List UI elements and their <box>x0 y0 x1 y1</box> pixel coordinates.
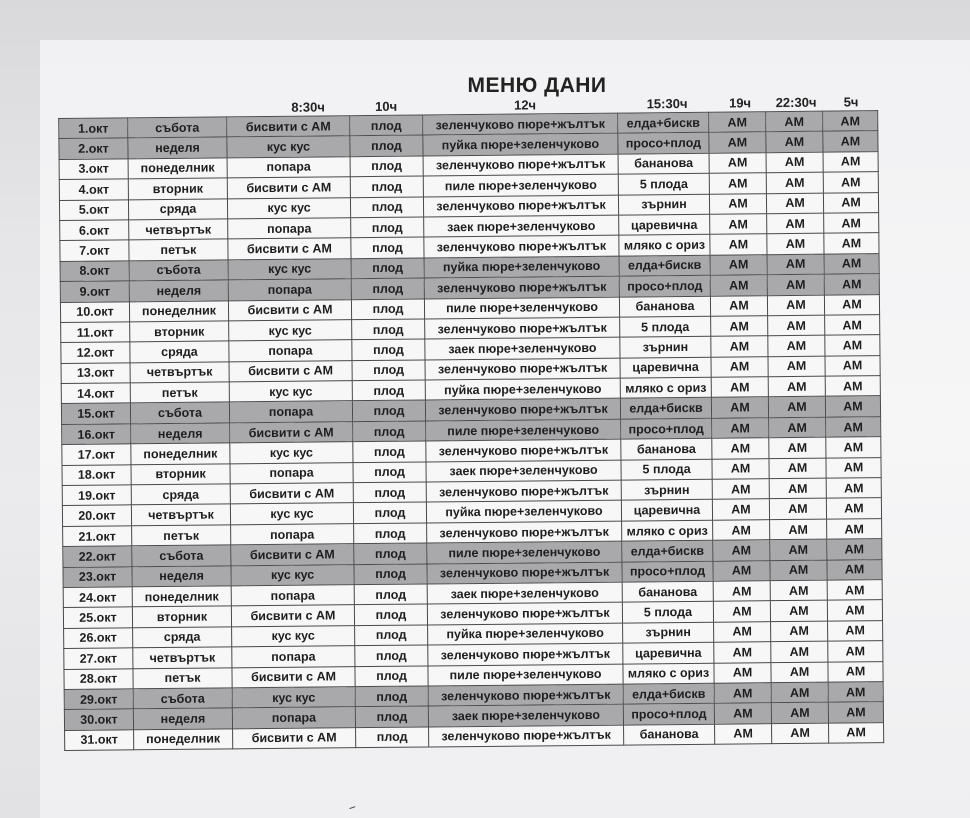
snack-1530-cell: елда+бискв <box>623 683 714 704</box>
feed-19-cell: АМ <box>710 254 767 275</box>
snack-1530-cell: просо+плод <box>621 418 712 439</box>
snack-1530-cell: бананова <box>624 724 715 745</box>
lunch-12-cell: зеленчуково пюре+жълтък <box>428 684 623 706</box>
time-header-5: 5ч <box>843 94 859 110</box>
breakfast-830-cell: попара <box>232 646 355 668</box>
feed-19-cell: АМ <box>714 683 771 704</box>
feed-5-cell: АМ <box>823 172 878 193</box>
date-cell: 24.окт <box>63 587 132 608</box>
feed-5-cell: АМ <box>827 600 882 621</box>
snack-10-cell: плод <box>355 706 428 727</box>
day-cell: неделя <box>131 423 230 444</box>
feed-2230-cell: АМ <box>770 539 827 560</box>
snack-10-cell: плод <box>353 441 426 462</box>
breakfast-830-cell: кус кус <box>228 258 351 280</box>
breakfast-830-cell: бисвити с АМ <box>229 360 352 382</box>
breakfast-830-cell: кус кус <box>227 197 350 219</box>
feed-5-cell: АМ <box>823 151 878 172</box>
snack-1530-cell: 5 плода <box>622 602 713 623</box>
feed-2230-cell: АМ <box>767 274 824 295</box>
snack-1530-cell: мляко с ориз <box>623 663 714 684</box>
lunch-12-cell: пуйка пюре+зеленчуково <box>426 501 621 523</box>
snack-1530-cell: царевична <box>623 642 714 663</box>
lunch-12-cell: заек пюре+зеленчуково <box>428 704 623 726</box>
snack-10-cell: плод <box>350 176 423 197</box>
snack-10-cell: плод <box>352 400 425 421</box>
feed-5-cell: АМ <box>827 539 882 560</box>
snack-10-cell: плод <box>354 523 427 544</box>
snack-10-cell: плод <box>355 666 428 687</box>
snack-1530-cell: елда+бискв <box>619 255 710 276</box>
breakfast-830-cell: бисвити с АМ <box>228 238 351 260</box>
snack-10-cell: плод <box>351 299 424 320</box>
breakfast-830-cell: попара <box>232 707 355 729</box>
breakfast-830-cell: попара <box>229 401 352 423</box>
day-cell: вторник <box>131 464 230 485</box>
date-cell: 23.окт <box>63 566 132 587</box>
breakfast-830-cell: бисвити с АМ <box>230 483 353 505</box>
lunch-12-cell: зеленчуково пюре+жълтък <box>427 562 622 584</box>
feed-19-cell: АМ <box>711 397 768 418</box>
menu-table-body <box>59 111 884 751</box>
day-cell: четвъртък <box>133 647 232 668</box>
feed-19-cell: АМ <box>709 112 766 133</box>
snack-10-cell: плод <box>351 237 424 258</box>
snack-1530-cell: просо+плод <box>623 704 714 725</box>
lunch-12-cell: пиле пюре+зеленчуково <box>426 419 621 441</box>
feed-19-cell: АМ <box>713 560 770 581</box>
feed-19-cell: АМ <box>715 723 772 744</box>
feed-5-cell: АМ <box>825 355 880 376</box>
day-cell: четвъртък <box>131 504 230 525</box>
day-cell: събота <box>132 545 231 566</box>
breakfast-830-cell: попара <box>231 523 354 545</box>
day-cell: неделя <box>129 280 228 301</box>
feed-19-cell: АМ <box>711 316 768 337</box>
date-cell: 3.окт <box>59 159 128 180</box>
date-cell: 5.окт <box>59 199 128 220</box>
time-header-830: 8:30ч <box>291 99 325 115</box>
date-cell: 28.окт <box>64 668 133 689</box>
feed-5-cell: АМ <box>826 457 881 478</box>
snack-10-cell: плод <box>354 584 427 605</box>
snack-1530-cell: зърнин <box>621 479 712 500</box>
feed-19-cell: АМ <box>713 601 770 622</box>
feed-19-cell: АМ <box>712 479 769 500</box>
snack-10-cell: плод <box>350 156 423 177</box>
lunch-12-cell: зеленчуково пюре+жълтък <box>423 195 618 217</box>
snack-10-cell: плод <box>354 543 427 564</box>
date-cell: 17.окт <box>62 444 131 465</box>
snack-1530-cell: бананова <box>619 296 710 317</box>
feed-5-cell: АМ <box>828 620 883 641</box>
snack-1530-cell: царевична <box>620 357 711 378</box>
feed-2230-cell: АМ <box>768 335 825 356</box>
date-cell: 26.окт <box>64 628 133 649</box>
feed-2230-cell: АМ <box>767 254 824 275</box>
snack-10-cell: плод <box>351 258 424 279</box>
feed-19-cell: АМ <box>712 458 769 479</box>
feed-19-cell: АМ <box>714 662 771 683</box>
snack-10-cell: плод <box>356 727 429 748</box>
snack-1530-cell: бананова <box>622 581 713 602</box>
date-cell: 13.окт <box>61 363 130 384</box>
snack-10-cell: плод <box>352 360 425 381</box>
snack-1530-cell: елда+бискв <box>618 112 709 133</box>
snack-10-cell: плод <box>353 502 426 523</box>
lunch-12-cell: пуйка пюре+зеленчуково <box>423 134 618 156</box>
feed-19-cell: АМ <box>712 418 769 439</box>
date-cell: 31.окт <box>65 730 134 751</box>
feed-2230-cell: АМ <box>771 641 828 662</box>
feed-5-cell: АМ <box>824 213 879 234</box>
feed-5-cell: АМ <box>825 335 880 356</box>
breakfast-830-cell: бисвити с АМ <box>227 116 350 138</box>
feed-2230-cell: АМ <box>767 295 824 316</box>
snack-10-cell: плод <box>351 278 424 299</box>
feed-2230-cell: АМ <box>770 601 827 622</box>
snack-10-cell: плод <box>350 135 423 156</box>
feed-5-cell: АМ <box>823 192 878 213</box>
date-cell: 2.окт <box>59 138 128 159</box>
snack-10-cell: плод <box>350 115 423 136</box>
day-cell: петък <box>133 667 232 688</box>
day-cell: сряда <box>130 341 229 362</box>
date-cell: 27.окт <box>64 648 133 669</box>
lunch-12-cell: зеленчуково пюре+жълтък <box>428 643 623 665</box>
feed-19-cell: АМ <box>711 356 768 377</box>
snack-1530-cell: царевична <box>621 500 712 521</box>
breakfast-830-cell: попара <box>228 279 351 301</box>
day-cell: вторник <box>132 606 231 627</box>
feed-2230-cell: АМ <box>771 621 828 642</box>
breakfast-830-cell: кус кус <box>232 687 355 709</box>
time-header-2230: 22:30ч <box>775 94 817 111</box>
snack-10-cell: плод <box>351 217 424 238</box>
snack-10-cell: плод <box>355 625 428 646</box>
time-header-19: 19ч <box>728 95 752 111</box>
feed-2230-cell: АМ <box>771 682 828 703</box>
day-cell: петък <box>129 239 228 260</box>
time-header-1530: 15:30ч <box>646 95 688 112</box>
snack-10-cell: плод <box>355 645 428 666</box>
feed-2230-cell: АМ <box>766 193 823 214</box>
date-cell: 25.окт <box>63 607 132 628</box>
feed-19-cell: АМ <box>711 377 768 398</box>
snack-10-cell: плод <box>353 421 426 442</box>
day-cell: сряда <box>133 627 232 648</box>
feed-5-cell: АМ <box>825 376 880 397</box>
lunch-12-cell: пиле пюре+зеленчуково <box>428 664 623 686</box>
snack-10-cell: плод <box>354 604 427 625</box>
breakfast-830-cell: кус кус <box>230 503 353 525</box>
day-cell: петък <box>132 525 231 546</box>
feed-5-cell: АМ <box>827 580 882 601</box>
breakfast-830-cell: попара <box>230 462 353 484</box>
lunch-12-cell: зеленчуково пюре+жълтък <box>427 521 622 543</box>
feed-19-cell: АМ <box>713 581 770 602</box>
feed-2230-cell: АМ <box>769 499 826 520</box>
date-cell: 21.окт <box>63 526 132 547</box>
day-cell: неделя <box>133 708 232 729</box>
feed-5-cell: АМ <box>828 682 883 703</box>
day-cell: събота <box>130 402 229 423</box>
feed-2230-cell: АМ <box>768 356 825 377</box>
day-cell: понеделник <box>134 729 233 750</box>
breakfast-830-cell: бисвити с АМ <box>232 666 355 688</box>
feed-5-cell: АМ <box>827 559 882 580</box>
date-cell: 4.окт <box>59 179 128 200</box>
date-cell: 7.окт <box>60 240 129 261</box>
day-cell: събота <box>133 688 232 709</box>
snack-10-cell: плод <box>352 380 425 401</box>
feed-19-cell: АМ <box>710 275 767 296</box>
feed-19-cell: АМ <box>714 642 771 663</box>
date-cell: 9.окт <box>60 281 129 302</box>
feed-19-cell: АМ <box>714 621 771 642</box>
breakfast-830-cell: кус кус <box>229 320 352 342</box>
feed-19-cell: АМ <box>714 703 771 724</box>
day-cell: вторник <box>128 178 227 199</box>
feed-2230-cell: АМ <box>770 580 827 601</box>
snack-1530-cell: елда+бискв <box>622 540 713 561</box>
breakfast-830-cell: бисвити с АМ <box>231 544 354 566</box>
feed-2230-cell: АМ <box>769 437 826 458</box>
time-header-10: 10ч <box>374 98 398 114</box>
feed-5-cell: АМ <box>828 661 883 682</box>
snack-1530-cell: зърнин <box>620 337 711 358</box>
feed-5-cell: АМ <box>826 478 881 499</box>
day-cell: събота <box>128 117 227 138</box>
lunch-12-cell: пуйка пюре+зеленчуково <box>425 378 620 400</box>
feed-2230-cell: АМ <box>766 152 823 173</box>
breakfast-830-cell: бисвити с АМ <box>231 605 354 627</box>
feed-19-cell: АМ <box>709 173 766 194</box>
time-header-12: 12ч <box>513 97 537 113</box>
lunch-12-cell: заек пюре+зеленчуково <box>426 460 621 482</box>
feed-2230-cell: АМ <box>771 662 828 683</box>
snack-1530-cell: 5 плода <box>618 173 709 194</box>
feed-5-cell: АМ <box>826 437 881 458</box>
day-cell: понеделник <box>131 443 230 464</box>
day-cell: събота <box>129 260 228 281</box>
snack-1530-cell: бананова <box>621 438 712 459</box>
feed-2230-cell: АМ <box>772 723 829 744</box>
day-cell: сряда <box>131 484 230 505</box>
day-cell: сряда <box>128 198 227 219</box>
lunch-12-cell: зеленчуково пюре+жълтък <box>427 602 622 624</box>
breakfast-830-cell: бисвити с АМ <box>230 422 353 444</box>
feed-2230-cell: АМ <box>767 233 824 254</box>
feed-19-cell: АМ <box>711 336 768 357</box>
feed-5-cell: АМ <box>829 722 884 743</box>
date-cell: 6.окт <box>60 220 129 241</box>
snack-1530-cell: 5 плода <box>621 459 712 480</box>
feed-5-cell: АМ <box>824 233 879 254</box>
snack-1530-cell: просо+плод <box>618 133 709 154</box>
snack-1530-cell: мляко с ориз <box>622 520 713 541</box>
breakfast-830-cell: бисвити с АМ <box>233 727 356 749</box>
breakfast-830-cell: попара <box>229 340 352 362</box>
date-cell: 1.окт <box>59 118 128 139</box>
feed-19-cell: АМ <box>713 520 770 541</box>
date-cell: 30.окт <box>64 709 133 730</box>
snack-1530-cell: царевична <box>619 214 710 235</box>
lunch-12-cell: заек пюре+зеленчуково <box>425 337 620 359</box>
feed-2230-cell: АМ <box>770 519 827 540</box>
snack-1530-cell: зърнин <box>623 622 714 643</box>
feed-2230-cell: АМ <box>766 172 823 193</box>
snack-10-cell: плод <box>352 339 425 360</box>
snack-1530-cell: елда+бискв <box>620 398 711 419</box>
feed-2230-cell: АМ <box>769 417 826 438</box>
lunch-12-cell: зеленчуково пюре+жълтък <box>423 154 618 176</box>
lunch-12-cell: зеленчуково пюре+жълтък <box>424 235 619 257</box>
date-cell: 18.окт <box>62 464 131 485</box>
feed-2230-cell: АМ <box>769 478 826 499</box>
feed-2230-cell: АМ <box>766 132 823 153</box>
day-cell: понеделник <box>128 158 227 179</box>
lunch-12-cell: зеленчуково пюре+жълтък <box>425 358 620 380</box>
breakfast-830-cell: попара <box>231 585 354 607</box>
feed-5-cell: АМ <box>825 396 880 417</box>
feed-2230-cell: АМ <box>768 397 825 418</box>
date-cell: 8.окт <box>60 261 129 282</box>
day-cell: петък <box>130 382 229 403</box>
feed-2230-cell: АМ <box>770 560 827 581</box>
day-cell: неделя <box>132 565 231 586</box>
page-title: МЕНЮ ДАНИ <box>467 74 607 97</box>
snack-1530-cell: бананова <box>618 153 709 174</box>
date-cell: 20.окт <box>62 505 131 526</box>
breakfast-830-cell: бисвити с АМ <box>228 299 351 321</box>
feed-19-cell: АМ <box>712 499 769 520</box>
breakfast-830-cell: попара <box>227 156 350 178</box>
feed-2230-cell: АМ <box>768 376 825 397</box>
menu-sheet <box>58 92 884 751</box>
date-cell: 19.окт <box>62 485 131 506</box>
snack-1530-cell: мляко с ориз <box>619 235 710 256</box>
lunch-12-cell: пуйка пюре+зеленчуково <box>428 623 623 645</box>
feed-5-cell: АМ <box>826 498 881 519</box>
lunch-12-cell: зеленчуково пюре+жълтък <box>426 480 621 502</box>
snack-10-cell: плод <box>354 564 427 585</box>
lunch-12-cell: пиле пюре+зеленчуково <box>423 174 618 196</box>
snack-10-cell: плод <box>352 319 425 340</box>
feed-5-cell: АМ <box>823 131 878 152</box>
feed-5-cell: АМ <box>824 253 879 274</box>
lunch-12-cell: зеленчуково пюре+жълтък <box>426 439 621 461</box>
lunch-12-cell: зеленчуково пюре+жълтък <box>429 725 624 747</box>
feed-2230-cell: АМ <box>771 702 828 723</box>
date-cell: 15.окт <box>61 403 130 424</box>
breakfast-830-cell: кус кус <box>227 136 350 158</box>
snack-1530-cell: просо+плод <box>622 561 713 582</box>
snack-10-cell: плод <box>355 686 428 707</box>
lunch-12-cell: заек пюре+зеленчуково <box>427 582 622 604</box>
date-cell: 10.окт <box>60 301 129 322</box>
date-cell: 12.окт <box>61 342 130 363</box>
snack-1530-cell: 5 плода <box>620 316 711 337</box>
feed-2230-cell: АМ <box>767 213 824 234</box>
breakfast-830-cell: бисвити с АМ <box>227 177 350 199</box>
date-cell: 22.окт <box>63 546 132 567</box>
feed-5-cell: АМ <box>828 702 883 723</box>
lunch-12-cell: пуйка пюре+зеленчуково <box>424 256 619 278</box>
breakfast-830-cell: попара <box>228 218 351 240</box>
lunch-12-cell: зеленчуково пюре+жълтък <box>425 317 620 339</box>
feed-5-cell: АМ <box>823 111 878 132</box>
feed-19-cell: АМ <box>712 438 769 459</box>
feed-19-cell: АМ <box>710 214 767 235</box>
feed-19-cell: АМ <box>713 540 770 561</box>
lunch-12-cell: заек пюре+зеленчуково <box>424 215 619 237</box>
lunch-12-cell: зеленчуково пюре+жълтък <box>424 276 619 298</box>
lunch-12-cell: пиле пюре+зеленчуково <box>427 541 622 563</box>
feed-5-cell: АМ <box>824 274 879 295</box>
breakfast-830-cell: кус кус <box>232 625 355 647</box>
lunch-12-cell: пиле пюре+зеленчуково <box>424 297 619 319</box>
snack-10-cell: плод <box>350 197 423 218</box>
date-cell: 11.окт <box>61 322 130 343</box>
lunch-12-cell: зеленчуково пюре+жълтък <box>425 399 620 421</box>
snack-1530-cell: просо+плод <box>619 275 710 296</box>
day-cell: вторник <box>130 321 229 342</box>
breakfast-830-cell: кус кус <box>229 381 352 403</box>
menu-table <box>58 110 884 751</box>
date-cell: 16.окт <box>62 424 131 445</box>
breakfast-830-cell: кус кус <box>231 564 354 586</box>
date-cell: 14.окт <box>61 383 130 404</box>
feed-19-cell: АМ <box>709 193 766 214</box>
feed-19-cell: АМ <box>710 234 767 255</box>
feed-5-cell: АМ <box>826 416 881 437</box>
snack-10-cell: плод <box>353 462 426 483</box>
feed-5-cell: АМ <box>824 294 879 315</box>
feed-19-cell: АМ <box>709 152 766 173</box>
feed-5-cell: АМ <box>825 315 880 336</box>
feed-2230-cell: АМ <box>769 458 826 479</box>
feed-2230-cell: АМ <box>766 111 823 132</box>
breakfast-830-cell: кус кус <box>230 442 353 464</box>
day-cell: понеделник <box>132 586 231 607</box>
day-cell: четвъртък <box>129 219 228 240</box>
day-cell: четвъртък <box>130 362 229 383</box>
feed-5-cell: АМ <box>828 641 883 662</box>
feed-5-cell: АМ <box>827 518 882 539</box>
feed-19-cell: АМ <box>710 295 767 316</box>
day-cell: понеделник <box>129 300 228 321</box>
feed-19-cell: АМ <box>709 132 766 153</box>
snack-1530-cell: мляко с ориз <box>620 377 711 398</box>
feed-2230-cell: АМ <box>768 315 825 336</box>
snack-1530-cell: зърнин <box>618 194 709 215</box>
snack-10-cell: плод <box>353 482 426 503</box>
date-cell: 29.окт <box>64 689 133 710</box>
lunch-12-cell: зеленчуково пюре+жълтък <box>423 113 618 135</box>
day-cell: неделя <box>128 137 227 158</box>
